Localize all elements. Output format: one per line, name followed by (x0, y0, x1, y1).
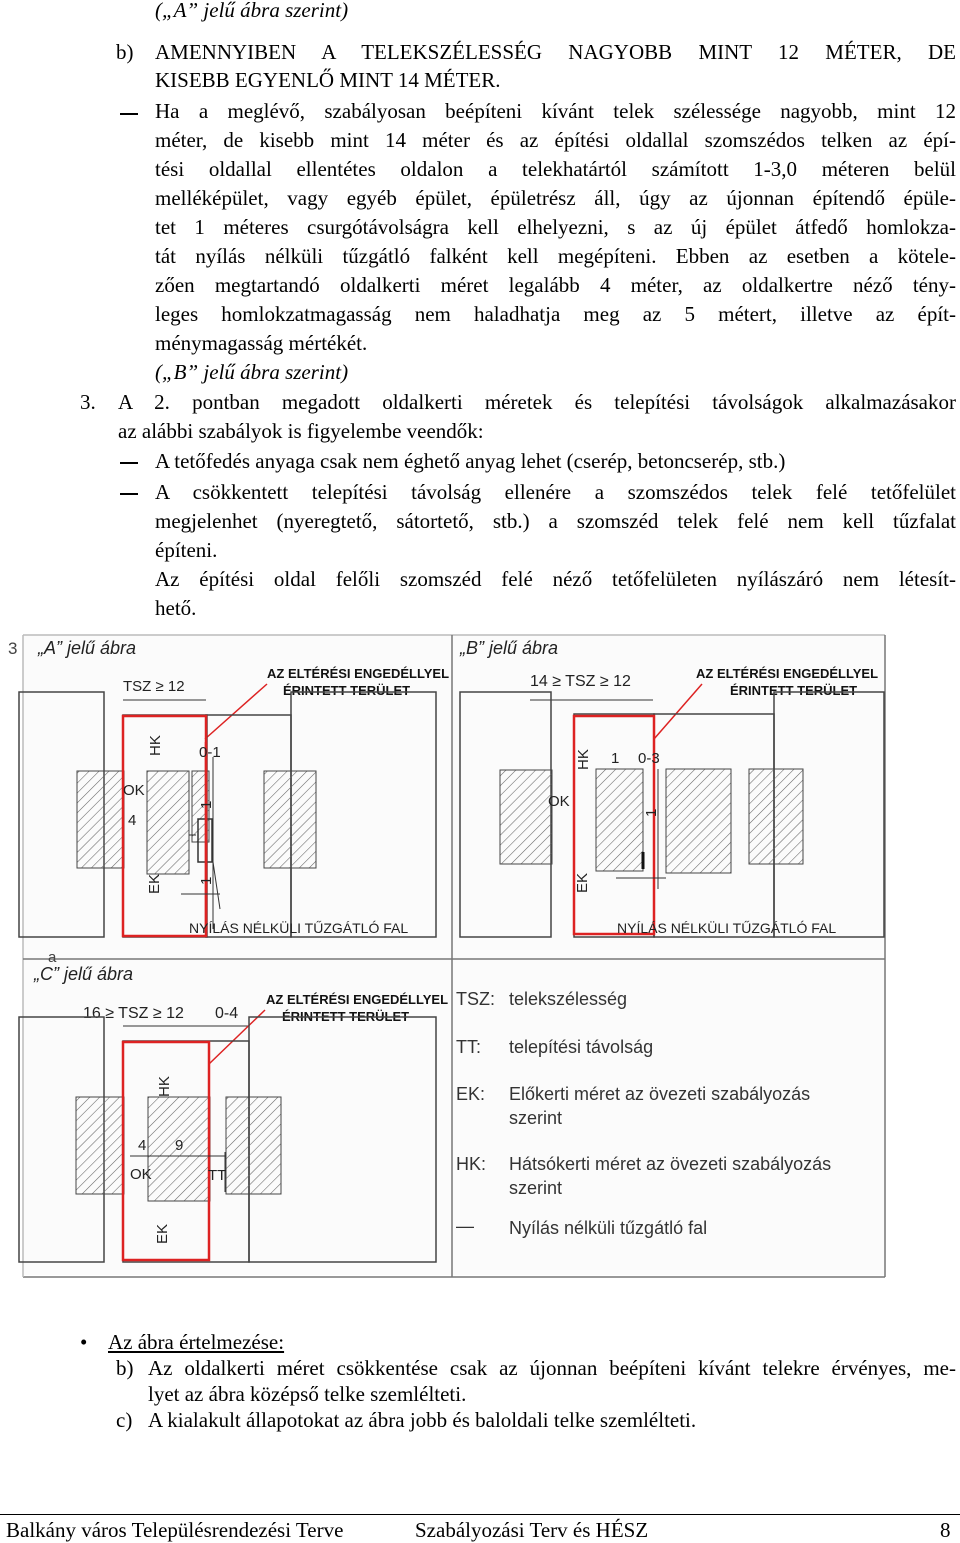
legend-text-tt: telepítési távolság (509, 1037, 654, 1057)
panel-c-range: 0-4 (215, 1005, 239, 1022)
panel-b-one: 1 (611, 750, 620, 767)
legend-key-hk: HK: (456, 1154, 487, 1174)
rule-1: A tetőfedés anyaga csak nem éghető anyag lehet (cserép, betoncserép, stb.) (155, 449, 786, 473)
panel-a-title: „A” jelű ábra (38, 638, 137, 658)
panel-a-one-upper: 1 (198, 800, 215, 809)
item-b-marker: b) (116, 40, 134, 64)
item-b-heading-line-1: AMENNYIBEN A TELEKSZÉLESSÉG NAGYOBB MINT 12 MÉTER, DE (155, 40, 956, 64)
panel-a-ek: EK (146, 873, 163, 894)
panel-b-ek: EK (574, 872, 591, 893)
legend-key-tt: TT: (456, 1037, 481, 1057)
panel-b-one-vertical: 1 (643, 808, 660, 817)
panel-a-hk: HK (147, 735, 164, 756)
footer-document-title: Balkány város Településrendezési Terve (6, 1518, 344, 1542)
paragraph-line: Ha a meglévő, szabályosan beépíteni kívánt telek szélessége nagyobb, mint 12 (155, 99, 956, 123)
interpretation-c-marker: c) (116, 1408, 133, 1432)
panel-b-title: „B” jelű ábra (460, 638, 559, 658)
legend-text-firewall: Nyílás nélküli tűzgátló fal (509, 1218, 708, 1238)
bullet-icon: • (80, 1330, 88, 1354)
panel-c-nine: 9 (175, 1137, 184, 1154)
panel-a-ok: OK (123, 782, 145, 799)
panel-c-ok: OK (130, 1166, 152, 1183)
footer-rule (0, 1514, 960, 1515)
panel-b-ok: OK (548, 793, 570, 810)
legend-key-tsz: TSZ: (456, 989, 495, 1009)
legend-text-ek-2: szerint (509, 1108, 563, 1128)
panel-c-ek: EK (154, 1223, 171, 1244)
setback-diagram-figure (8, 632, 888, 1282)
item-3-line-2: az alábbi szabályok is figyelembe veendők: (118, 419, 484, 443)
panel-a-one-lower: 1 (198, 876, 215, 885)
legend-key-ek: EK: (456, 1084, 486, 1104)
figure-corner-letter: a (48, 949, 57, 966)
item-b-heading-line-2: KISEBB EGYENLŐ MINT 14 MÉTER. (155, 68, 501, 92)
interpretation-b-marker: b) (116, 1356, 134, 1380)
item-3-number: 3. (80, 390, 96, 414)
panel-a-zone-label-2: ÉRINTETT TERÜLET (283, 683, 411, 698)
panel-c-title: „C” jelű ábra (34, 964, 134, 984)
panel-c-four: 4 (138, 1137, 147, 1154)
paragraph-line: leges homlokzatmagasság nem haladhatja meg az 5 métert, illetve az épít- (155, 302, 956, 326)
interpretation-heading: Az ábra értelmezése: (108, 1330, 285, 1354)
paragraph-line: tési oldallal ellentétes oldalon a telekhatártól számított 1-3,0 méteren belül (155, 157, 956, 181)
paragraph-line: melléképület, vagy egyéb épület, épületrész áll, úgy az újonnan építendő épüle- (155, 186, 956, 210)
panel-c-hk: HK (156, 1076, 173, 1097)
panel-a-tsz: TSZ ≥ 12 (123, 678, 185, 695)
caption-b-reference: („B” jelű ábra szerint) (155, 360, 349, 384)
paragraph-line: ménymagasság mértékét. (155, 331, 368, 355)
rule-2-line: építeni. (155, 538, 218, 562)
interpretation-c-line-1: A kialakult állapotokat az ábra jobb és baloldali telke szemlélteti. (148, 1408, 697, 1432)
rule-2-extra-line: hető. (155, 596, 197, 620)
rule-2-extra-line: Az építési oldal felőli szomszéd felé néző tetőfelületen nyílászáró nem létesít- (155, 567, 956, 591)
panel-c-tt: TT (208, 1167, 227, 1184)
paragraph-line: tát nyílás nélküli tűzgátló falként kell megépíteni. Ebben az esetben a kötele- (155, 244, 956, 268)
paragraph-line: tet 1 méteres csurgótávolságra kell elhelyezni, s az új épület átfedő homlokza- (155, 215, 956, 239)
footer-section-title: Szabályozási Terv és HÉSZ (415, 1518, 649, 1542)
panel-a-firewall-label: NYÍLÁS NÉLKÜLI TŰZGÁTLÓ FAL (189, 920, 409, 936)
panel-c-zone-label-1: AZ ELTÉRÉSI ENGEDÉLLYEL (266, 992, 449, 1007)
figure-corner-number: 3 (8, 639, 18, 658)
panel-b-range: 0-3 (638, 750, 660, 767)
legend-key-firewall: — (456, 1216, 474, 1236)
panel-c-zone-label-2: ÉRINTETT TERÜLET (282, 1009, 410, 1024)
rule-2-line: megjelenhet (nyeregtető, sátortető, stb.) a szomszéd telek felé nem kell tűzfalat (155, 509, 956, 533)
interpretation-b-line-1: Az oldalkerti méret csökkentése csak az újonnan beépíteni kívánt telekre érvényes, me- (148, 1356, 956, 1380)
legend-text-tsz: telekszélesség (509, 989, 628, 1009)
panel-b-firewall-label: NYÍLÁS NÉLKÜLI TŰZGÁTLÓ FAL (617, 920, 837, 936)
rule-2-line: A csökkentett telepítési távolság ellenére a szomszédos telek felé tetőfelület (155, 480, 956, 504)
panel-a-zone-label-1: AZ ELTÉRÉSI ENGEDÉLLYEL (267, 666, 450, 681)
dash-bullet (120, 113, 138, 115)
footer-page-number: 8 (940, 1518, 951, 1542)
panel-b-zone-label-1: AZ ELTÉRÉSI ENGEDÉLLYEL (696, 666, 879, 681)
paragraph-line: méter, de kisebb mint 14 méter és az építési oldallal szomszédos telken az épí- (155, 128, 956, 152)
legend-text-ek-1: Előkerti méret az övezeti szabályozás (509, 1084, 811, 1104)
legend-text-hk-1: Hátsókerti méret az övezeti szabályozás (509, 1154, 832, 1174)
paragraph-line: zően megtartandó oldalkerti méret legalább 4 méter, az oldalkertre néző tény- (155, 273, 956, 297)
interpretation-b-line-2: lyet az ábra középső telke szemlélteti. (148, 1382, 467, 1406)
caption-a-reference: („A” jelű ábra szerint) (155, 0, 349, 22)
panel-c-tsz: 16 ≥ TSZ ≥ 12 (83, 1005, 184, 1022)
panel-b-tsz: 14 ≥ TSZ ≥ 12 (530, 673, 631, 690)
legend-text-hk-2: szerint (509, 1178, 563, 1198)
panel-b-zone-label-2: ÉRINTETT TERÜLET (730, 683, 858, 698)
panel-a-four: 4 (128, 812, 137, 829)
dash-bullet (120, 493, 138, 495)
panel-a-range: 0-1 (199, 744, 221, 761)
item-3-line-1: A 2. pontban megadott oldalkerti méretek és telepítési távolságok alkalmazásakor (118, 390, 956, 414)
dash-bullet (120, 462, 138, 464)
panel-b-hk: HK (575, 749, 592, 770)
